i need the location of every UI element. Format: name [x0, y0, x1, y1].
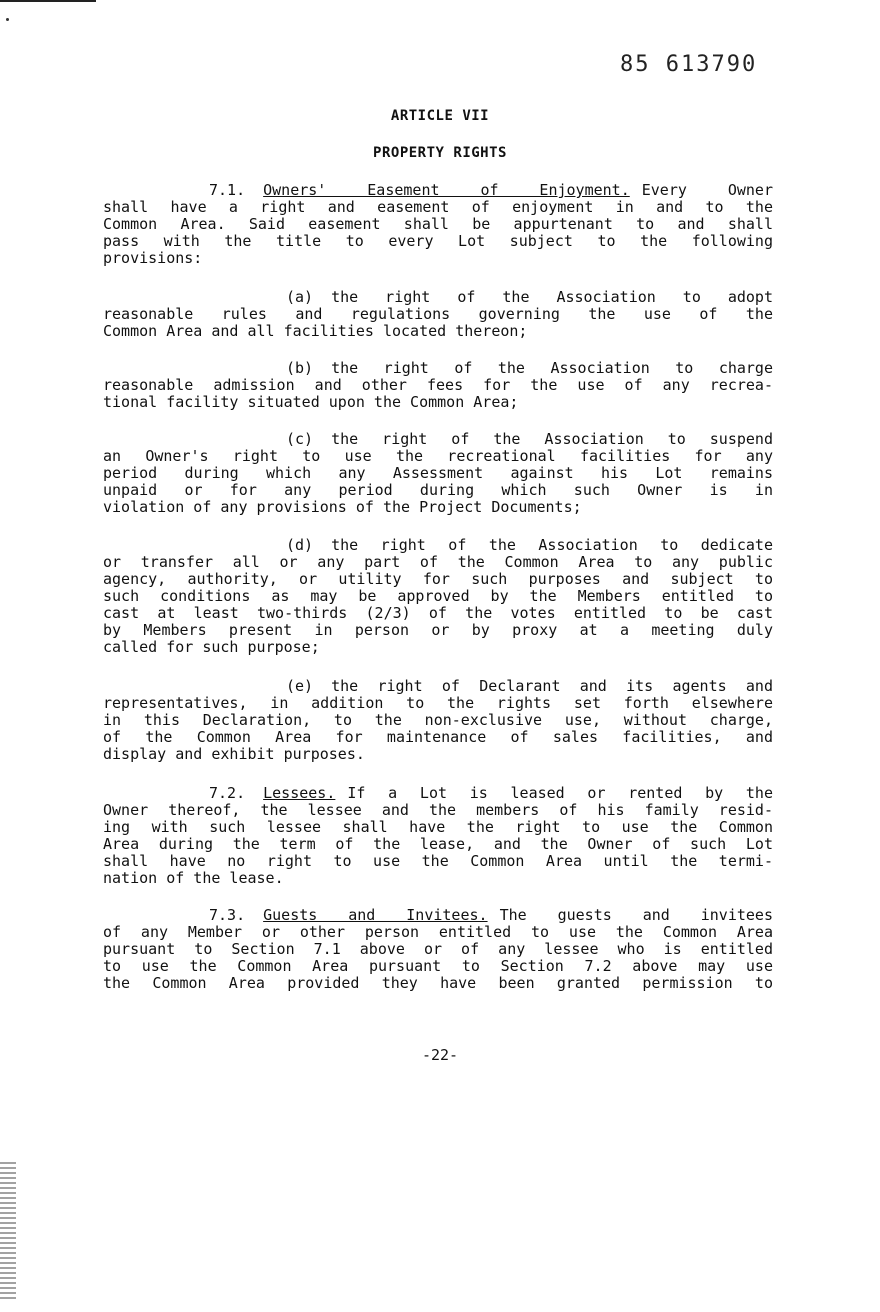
provision-text: the right of Declarant and its agents and [331, 677, 773, 695]
section-title: Owners' Easement of Enjoyment. [263, 181, 630, 199]
provision-label: (e) [286, 677, 314, 695]
document-number: 85 613790 [620, 52, 758, 77]
provision-line: reasonable rules and regulations governing the use of the [103, 305, 773, 323]
provision-label: (c) [286, 430, 314, 448]
section-line: to use the Common Area pursuant to Section 7.2 above may use [103, 957, 773, 975]
provision-line: display and exhibit purposes. [103, 745, 365, 763]
provision-line: in this Declaration, to the non-exclusive use, without charge, [103, 711, 773, 729]
provision-line: called for such purpose; [103, 638, 320, 656]
provision-label: (a) [286, 288, 314, 306]
section-line: shall have no right to use the Common Area until the termi- [103, 852, 773, 870]
section-number: 7.3. [209, 906, 246, 924]
section-7-3-first-line [103, 907, 773, 924]
scan-dot-mark [6, 18, 9, 21]
provision-line: tional facility situated upon the Common Area; [103, 393, 519, 411]
article-heading: ARTICLE VII [390, 108, 490, 124]
section-7-3 [103, 907, 773, 992]
provision-line: cast at least two-thirds (2/3) of the votes entitled to be cast [103, 604, 773, 622]
section-line: pursuant to Section 7.1 above or of any lessee who is entitled [103, 940, 773, 958]
section-text: If a Lot is leased or rented by the [347, 784, 773, 802]
section-line: pass with the title to every Lot subject to the following [103, 232, 773, 250]
provision-first-line [103, 289, 773, 306]
provision-line: or transfer all or any part of the Common Area to any public [103, 553, 773, 571]
section-title: Lessees. [263, 784, 336, 802]
provision-line: Common Area and all facilities located thereon; [103, 322, 528, 340]
provision-d [103, 537, 773, 656]
section-number: 7.1. [209, 181, 246, 199]
scan-edge-artifact [0, 1162, 16, 1302]
provision-line: unpaid or for any period during which such Owner is in [103, 481, 773, 499]
provision-label: (b) [286, 359, 314, 377]
article-title: PROPERTY RIGHTS [373, 145, 507, 161]
section-line: shall have a right and easement of enjoyment in and to the [103, 198, 773, 216]
section-line: of any Member or other person entitled to use the Common Area [103, 923, 773, 941]
section-line: Owner thereof, the lessee and the members of his family resid- [103, 801, 773, 819]
provision-text: the right of the Association to dedicate [331, 536, 773, 554]
provision-b [103, 360, 773, 411]
section-line: the Common Area provided they have been granted permission to [103, 974, 773, 992]
section-text: The guests and invitees [499, 906, 773, 924]
provision-first-line [103, 537, 773, 554]
section-7-2 [103, 785, 773, 887]
provision-line: an Owner's right to use the recreational facilities for any [103, 447, 773, 465]
provision-e [103, 678, 773, 763]
provision-first-line [103, 431, 773, 448]
provision-c [103, 431, 773, 516]
provision-line: such conditions as may be approved by the Members entitled to [103, 587, 773, 605]
section-7-1-first-line [103, 182, 773, 199]
provision-line: of the Common Area for maintenance of sales facilities, and [103, 728, 773, 746]
provision-text: the right of the Association to adopt [331, 288, 773, 306]
provision-first-line [103, 678, 773, 695]
page-number: -22- [421, 1046, 459, 1064]
provision-first-line [103, 360, 773, 377]
provision-text: the right of the Association to suspend [331, 430, 773, 448]
section-line: nation of the lease. [103, 869, 284, 887]
section-7-2-first-line [103, 785, 773, 802]
scan-top-mark [0, 0, 96, 2]
provision-line: agency, authority, or utility for such purposes and subject to [103, 570, 773, 588]
provision-line: period during which any Assessment against his Lot remains [103, 464, 773, 482]
section-line: Area during the term of the lease, and the Owner of such Lot [103, 835, 773, 853]
section-line: provisions: [103, 249, 203, 267]
provision-a [103, 289, 773, 340]
section-7-1 [103, 182, 773, 267]
section-line: ing with such lessee shall have the right to use the Common [103, 818, 773, 836]
provision-text: the right of the Association to charge [331, 359, 773, 377]
provision-line: reasonable admission and other fees for the use of any recrea- [103, 376, 773, 394]
provision-line: representatives, in addition to the rights set forth elsewhere [103, 694, 773, 712]
section-title: Guests and Invitees. [263, 906, 488, 924]
provision-line: by Members present in person or by proxy at a meeting duly [103, 621, 773, 639]
section-text: Every Owner [641, 181, 773, 199]
section-number: 7.2. [209, 784, 246, 802]
provision-line: violation of any provisions of the Project Documents; [103, 498, 582, 516]
provision-label: (d) [286, 536, 314, 554]
section-line: Common Area. Said easement shall be appurtenant to and shall [103, 215, 773, 233]
